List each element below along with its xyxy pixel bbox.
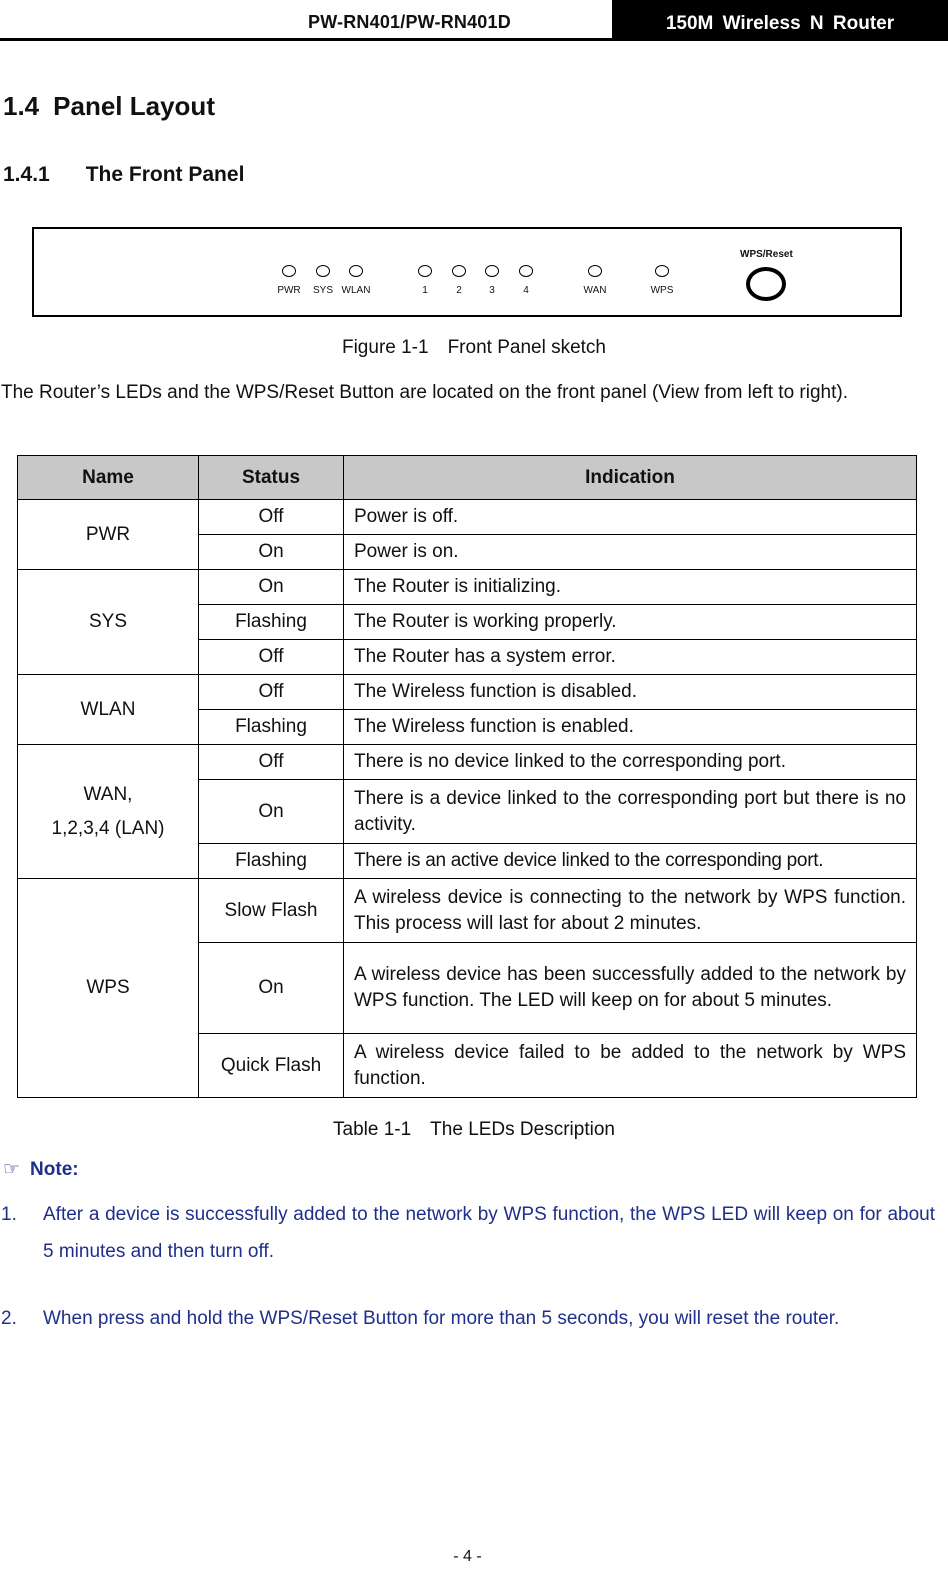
led-lan-1 [418, 265, 432, 277]
intro-paragraph: The Router’s LEDs and the WPS/Reset Button are located on the front panel (View from left to right). [1, 382, 848, 403]
led-status: Off [199, 640, 344, 675]
led-indication: The Wireless function is enabled. [344, 710, 917, 745]
led-name: SYS [18, 570, 199, 675]
subsection-number: 1.4.1 [3, 163, 50, 186]
led-wps [655, 265, 669, 277]
column-header: Name [18, 456, 199, 500]
led-wan [588, 265, 602, 277]
led-indication: The Wireless function is disabled. [344, 675, 917, 710]
led-indication: The Router is working properly. [344, 605, 917, 640]
led-lan-3 [485, 265, 499, 277]
led-status: On [199, 943, 344, 1034]
led-pwr [282, 265, 296, 277]
note-number: 1. [1, 1204, 17, 1225]
led-indication: The Router has a system error. [344, 640, 917, 675]
led-status: Off [199, 500, 344, 535]
led-indication: There is a device linked to the corresponding port but there is no activity. [344, 780, 917, 844]
table-row [18, 675, 917, 710]
led-label: WAN [583, 285, 607, 296]
led-name [18, 745, 199, 879]
led-indication: A wireless device has been successfully added to the network by WPS function. The LED will keep on for about 5 minutes. [344, 943, 917, 1034]
led-indication: There is no device linked to the corresponding port. [344, 745, 917, 780]
pointing-hand-icon: ☞ [3, 1159, 21, 1180]
led-indication: There is an active device linked to the corresponding port. [344, 844, 917, 879]
model-number: PW-RN401/PW-RN401D [308, 12, 511, 32]
led-lan-2 [452, 265, 466, 277]
table-row [18, 500, 917, 535]
led-indication: A wireless device is connecting to the network by WPS function. This process will last for about 2 minutes. [344, 879, 917, 943]
led-label: 2 [456, 285, 462, 296]
led-indication: The Router is initializing. [344, 570, 917, 605]
leds-table [17, 455, 917, 1098]
note-number: 2. [1, 1308, 17, 1329]
led-status: Off [199, 675, 344, 710]
led-status: On [199, 535, 344, 570]
led-status: Flashing [199, 710, 344, 745]
led-label: 3 [489, 285, 495, 296]
note-item [0, 1196, 935, 1270]
header-rule [0, 38, 948, 41]
subsection-title: The Front Panel [85, 163, 245, 186]
led-status: Flashing [199, 844, 344, 879]
led-label: 4 [523, 285, 529, 296]
led-indication: Power is on. [344, 535, 917, 570]
led-label: PWR [277, 285, 301, 296]
column-header: Indication [344, 456, 917, 500]
led-name-line: 1,2,3,4 (LAN) [51, 817, 165, 839]
front-panel-sketch [32, 227, 902, 317]
led-wlan [349, 265, 363, 277]
section-title: Panel Layout [53, 91, 215, 121]
table-caption: Table 1-1 The LEDs Description [333, 1119, 615, 1140]
led-status: Quick Flash [199, 1034, 344, 1098]
column-header: Status [199, 456, 344, 500]
led-lan-4 [519, 265, 533, 277]
led-indication: A wireless device failed to be added to the network by WPS function. [344, 1034, 917, 1098]
page-number: - 4 - [453, 1548, 482, 1565]
table-row [18, 570, 917, 605]
led-status: Flashing [199, 605, 344, 640]
led-status: Off [199, 745, 344, 780]
note-text: When press and hold the WPS/Reset Button for more than 5 seconds, you will reset the router. [43, 1308, 840, 1329]
subsection-heading [3, 163, 244, 187]
led-name: WLAN [18, 675, 199, 745]
wps-reset-button-sketch [746, 267, 786, 301]
note-item [0, 1300, 935, 1337]
wps-reset-label: WPS/Reset [740, 249, 793, 260]
led-label: SYS [312, 285, 334, 296]
led-sys [316, 265, 330, 277]
led-label: WPS [650, 285, 674, 296]
led-label: 1 [422, 285, 428, 296]
table-header-row [18, 456, 917, 500]
note-heading [3, 1158, 79, 1181]
led-name: WPS [18, 879, 199, 1098]
led-name: PWR [18, 500, 199, 570]
led-label: WLAN [341, 285, 371, 296]
table-row [18, 745, 917, 780]
led-status: On [199, 570, 344, 605]
led-status: Slow Flash [199, 879, 344, 943]
led-indication: Power is off. [344, 500, 917, 535]
page-header [0, 0, 948, 44]
section-heading [3, 91, 215, 122]
led-status: On [199, 780, 344, 844]
table-row [18, 879, 917, 943]
led-name-line: WAN, [83, 783, 133, 805]
figure-caption: Figure 1-1 Front Panel sketch [341, 337, 606, 358]
note-text: After a device is successfully added to the network by WPS function, the WPS LED will keep on for about 5 minutes and then turn off. [43, 1204, 935, 1262]
section-number: 1.4 [3, 91, 40, 121]
note-label: Note: [30, 1159, 79, 1180]
product-name: 150M Wireless N Router [612, 0, 948, 41]
